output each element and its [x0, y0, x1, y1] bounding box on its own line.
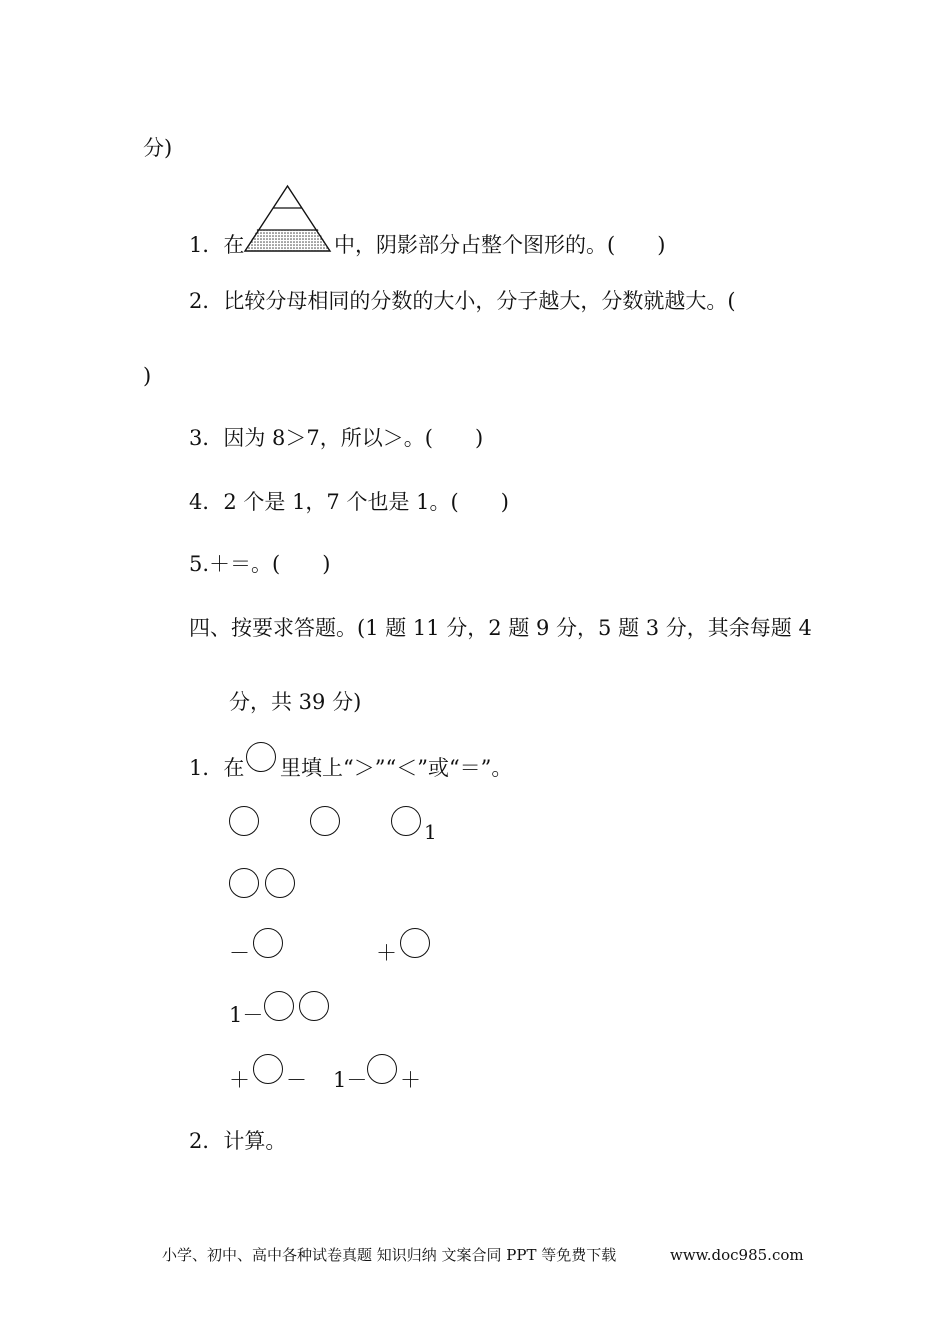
answer-circle[interactable]	[253, 928, 283, 958]
section4-heading-cont: 分，共 39 分)	[229, 690, 362, 714]
q2-text: 2．比较分母相同的分数的大小，分子越大，分数就越大。(	[189, 289, 736, 313]
row3-plus: ＋	[376, 941, 397, 965]
answer-circle[interactable]	[367, 1054, 397, 1084]
judge-question-5: 5.＋＝。( )	[189, 552, 331, 576]
q1-suffix: 中，阴影部分占整个图形的。( )	[334, 233, 666, 257]
judge-question-4: 4．2 个是 1，7 个也是 1。( )	[189, 490, 509, 514]
answer-circle[interactable]	[229, 806, 259, 836]
answer-circle[interactable]	[299, 991, 329, 1021]
footer-note: 小学、初中、高中各种试卷真题 知识归纳 文案合同 PPT 等免费下载	[162, 1246, 617, 1264]
section4-heading: 四、按要求答题。(1 题 11 分，2 题 9 分，5 题 3 分，其余每题 4	[189, 616, 812, 640]
answer-circle[interactable]	[264, 991, 294, 1021]
answer-circle[interactable]	[265, 868, 295, 898]
compare-prefix: 1．在	[189, 756, 245, 780]
answer-circle[interactable]	[400, 928, 430, 958]
answer-circle[interactable]	[391, 806, 421, 836]
answer-circle[interactable]	[246, 742, 276, 772]
q2-tail: )	[143, 364, 152, 388]
judge-question-3: 3．因为 8＞7，所以＞。( )	[189, 426, 484, 450]
answer-circle[interactable]	[229, 868, 259, 898]
row3-minus: －	[229, 941, 250, 965]
row5-minus: －	[286, 1068, 307, 1092]
triangle-figure	[242, 184, 334, 256]
footer-url[interactable]: www.doc985.com	[670, 1246, 804, 1264]
answer-circle[interactable]	[310, 806, 340, 836]
section3-tail: 分)	[143, 136, 173, 160]
answer-circle[interactable]	[253, 1054, 283, 1084]
calc-question-2: 2．计算。	[189, 1129, 287, 1153]
row5-one-minus: 1－	[333, 1068, 368, 1092]
row1-tail: 1	[424, 820, 437, 844]
q1-prefix: 1．在	[189, 233, 245, 257]
row5-plus-2: ＋	[400, 1068, 421, 1092]
row5-plus: ＋	[229, 1068, 250, 1092]
compare-suffix: 里填上“＞”“＜”或“＝”。	[280, 756, 513, 780]
row4-one-minus: 1－	[229, 1003, 264, 1027]
